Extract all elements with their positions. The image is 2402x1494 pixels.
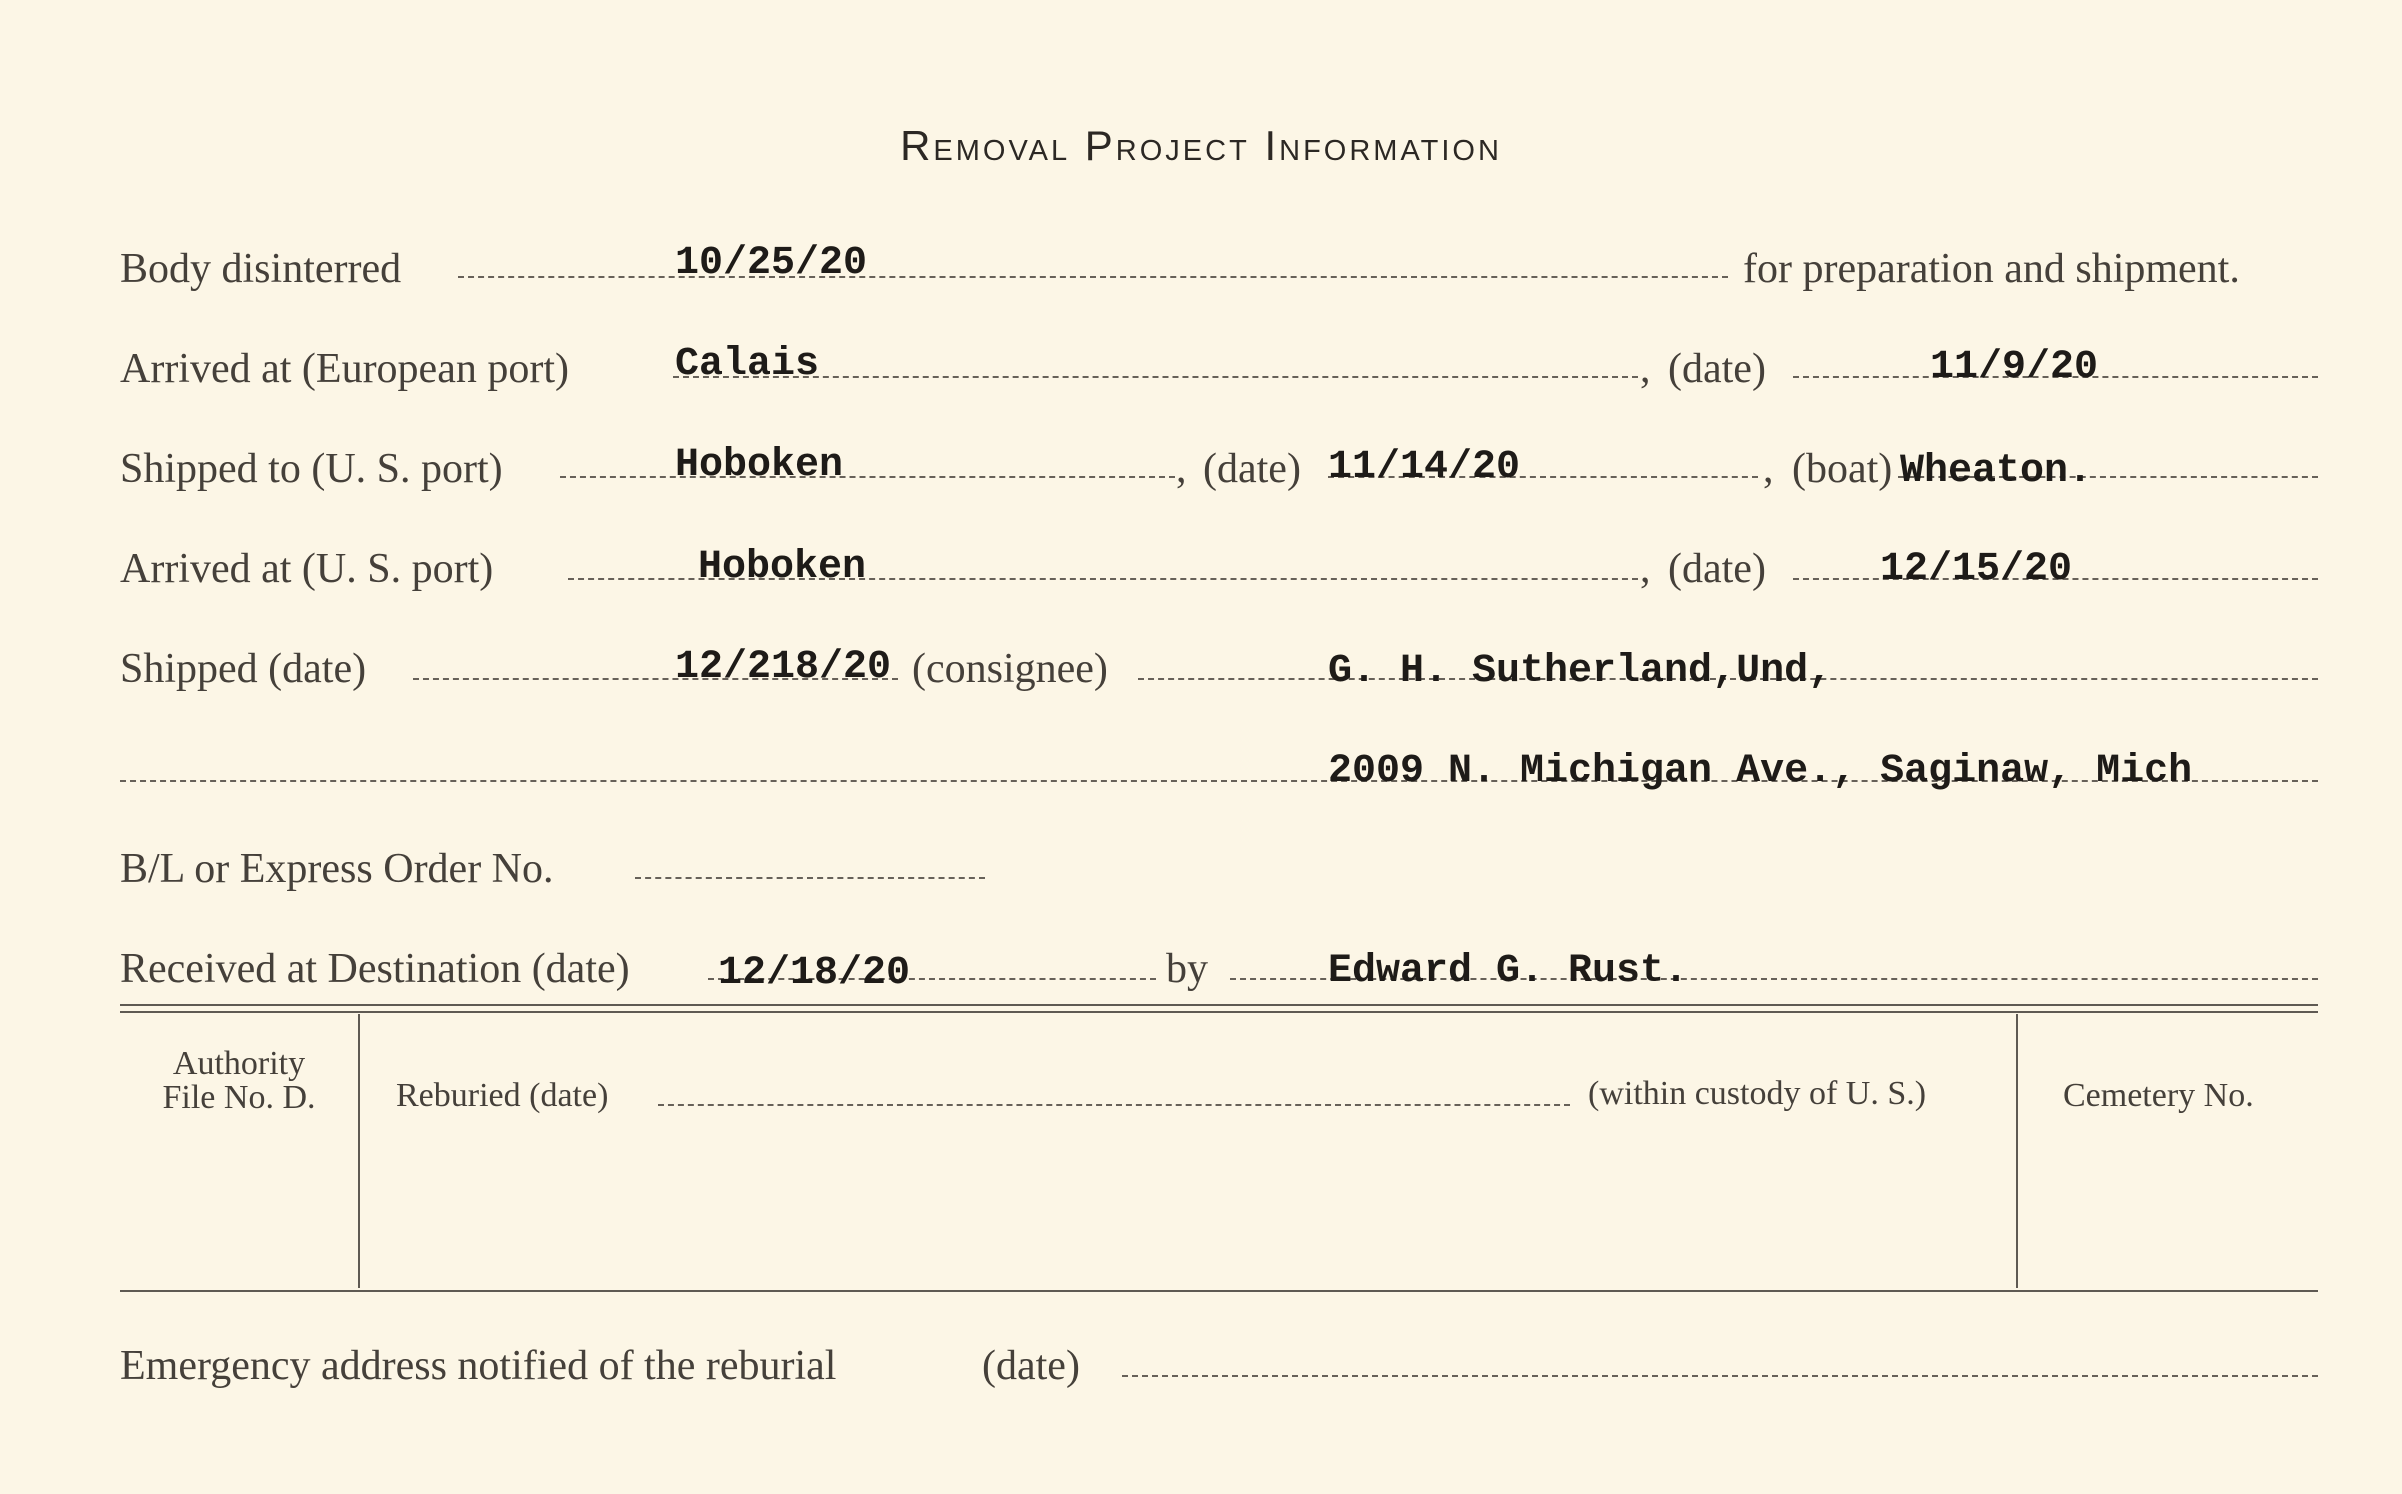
body-disinterred-label: Body disinterred (120, 246, 402, 292)
european-date-value: 11/9/20 (1930, 345, 2099, 390)
authority-label-line1: Authority (172, 1045, 306, 1082)
consignee-name-value: G. H. Sutherland,Und, (1328, 649, 1833, 694)
authority-label-line2: File No. D. (162, 1079, 316, 1116)
comma-4: , (1640, 546, 1651, 592)
shipped-from-us-label: Shipped (date) (120, 646, 367, 692)
shipped-to-line (560, 476, 1175, 478)
received-destination-label: Received at Destination (date) (120, 946, 630, 992)
body-disinterred-line (458, 276, 1728, 278)
comma-3: , (1763, 446, 1774, 492)
shipped-to-label: Shipped to (U. S. port) (120, 446, 503, 492)
body-disinterred-value: 10/25/20 (675, 241, 868, 286)
box-top-rule-2 (120, 1011, 2318, 1013)
shipped-date-value: 11/14/20 (1328, 445, 1521, 490)
arrived-date-value: 12/15/20 (1880, 547, 2073, 592)
shipped-from-us-value: 12/218/20 (675, 645, 892, 690)
received-date-value: 12/18/20 (718, 951, 911, 996)
emergency-date-label: (date) (982, 1343, 1080, 1389)
cemetery-no-label: Cemetery No. (2063, 1077, 2254, 1114)
european-port-value: Calais (675, 342, 820, 387)
arrived-us-label: Arrived at (U. S. port) (120, 546, 494, 592)
arrived-date-label: (date) (1668, 546, 1766, 592)
european-date-label: (date) (1668, 346, 1766, 392)
consignee-address-value: 2009 N. Michigan Ave., Saginaw, Mich (1328, 749, 2193, 794)
reburied-date-line (658, 1104, 1570, 1106)
for-preparation-label: for preparation and shipment. (1743, 246, 2240, 292)
comma-1: , (1640, 346, 1651, 392)
page-title: Removal Project Information (900, 122, 1502, 169)
arrived-european-label: Arrived at (European port) (120, 346, 569, 392)
arrived-us-port-value: Hoboken (698, 545, 867, 590)
boat-label: (boat) (1792, 446, 1893, 492)
boat-value: Wheaton. (1900, 449, 2093, 494)
within-custody-label: (within custody of U. S.) (1588, 1075, 1927, 1112)
consignee-label: (consignee) (912, 646, 1108, 692)
reburied-date-label: Reburied (date) (396, 1077, 609, 1114)
received-by-value: Edward G. Rust. (1328, 949, 1689, 994)
box-divider-left (358, 1014, 360, 1288)
by-label: by (1166, 946, 1208, 992)
shipped-to-port-value: Hoboken (675, 443, 844, 488)
box-top-rule-1 (120, 1004, 2318, 1006)
emergency-address-label: Emergency address notified of the reburial (120, 1343, 837, 1389)
box-bottom-rule (120, 1290, 2318, 1292)
bl-order-label: B/L or Express Order No. (120, 846, 554, 892)
shipped-date-label: (date) (1203, 446, 1301, 492)
bl-order-line (635, 877, 985, 879)
comma-2: , (1176, 446, 1187, 492)
emergency-date-line (1122, 1375, 2318, 1377)
box-divider-right (2016, 1014, 2018, 1288)
